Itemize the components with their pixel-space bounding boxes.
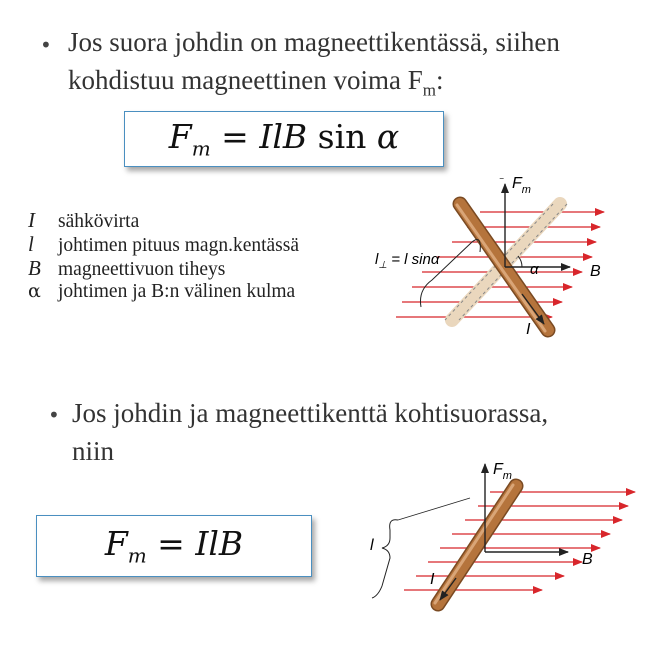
legend-description: johtimen pituus magn.kentässä bbox=[58, 235, 300, 256]
legend-description: magneettivuon tiheys bbox=[58, 259, 226, 280]
current-label: I bbox=[430, 571, 435, 588]
bullet-dot: • bbox=[40, 33, 52, 57]
angle-label: α bbox=[530, 261, 539, 278]
formula-1-subscript: m bbox=[191, 136, 211, 161]
formula-2-variables: IlB bbox=[195, 524, 244, 564]
formula-1-angle: α bbox=[376, 117, 400, 157]
bullet-1-line-2-text: kohdistuu magneettinen voima F bbox=[68, 65, 423, 95]
length-guide bbox=[398, 498, 470, 520]
legend-row bbox=[28, 280, 299, 304]
conductor-rod bbox=[435, 485, 516, 604]
legend-symbol: B bbox=[28, 256, 41, 280]
formula-1-sin: sin bbox=[307, 117, 377, 157]
bullet-1-line-1: Jos suora johdin on magneettikentässä, siihen bbox=[68, 27, 560, 57]
legend-symbol: I bbox=[28, 208, 35, 232]
bullet-1-colon: : bbox=[435, 65, 444, 95]
formula-1-variables: IlB bbox=[259, 117, 308, 157]
legend-description: sähkövirta bbox=[58, 211, 140, 232]
field-label: B bbox=[582, 551, 593, 568]
field-label: B bbox=[590, 263, 601, 280]
force-overbar: ‾ bbox=[500, 178, 504, 189]
formula-1-lhs: F bbox=[168, 117, 192, 157]
force-label: $F_m$ bbox=[512, 175, 531, 196]
formula-2-equals: = bbox=[146, 524, 196, 564]
legend-symbol: α bbox=[28, 280, 41, 302]
force-label: $F_m$ bbox=[493, 461, 512, 482]
formula-1-equals: = bbox=[210, 117, 260, 157]
length-label: l bbox=[370, 537, 374, 554]
legend-row bbox=[28, 232, 299, 256]
legend-description: johtimen ja B:n välinen kulma bbox=[58, 281, 296, 302]
legend bbox=[28, 208, 299, 304]
legend-row bbox=[28, 256, 299, 280]
formula-box-1 bbox=[124, 111, 444, 167]
formula-2-lhs: F bbox=[104, 524, 128, 564]
figure-1-force-diagram bbox=[372, 172, 642, 352]
figure-2-force-diagram bbox=[360, 458, 645, 618]
magnetic-field-lines bbox=[404, 492, 635, 590]
formula-box-2 bbox=[36, 515, 312, 577]
length-brace bbox=[372, 520, 398, 598]
formula-1 bbox=[169, 117, 399, 161]
current-label: I bbox=[526, 321, 531, 338]
formula-2 bbox=[105, 524, 243, 568]
legend-symbol: l bbox=[28, 232, 34, 256]
formula-2-subscript: m bbox=[127, 543, 147, 568]
perpendicular-length-label: $l_\perp = l$ sinα bbox=[375, 251, 440, 271]
bullet-2-line-2: niin bbox=[72, 436, 115, 466]
bullet-2-line-1: Jos johdin ja magneettikenttä kohtisuorassa, bbox=[72, 398, 549, 428]
bullet-dot: • bbox=[48, 403, 60, 427]
bullet-1-line-2 bbox=[68, 62, 443, 108]
bullet-1-subscript: m bbox=[422, 80, 436, 100]
legend-row bbox=[28, 208, 299, 232]
